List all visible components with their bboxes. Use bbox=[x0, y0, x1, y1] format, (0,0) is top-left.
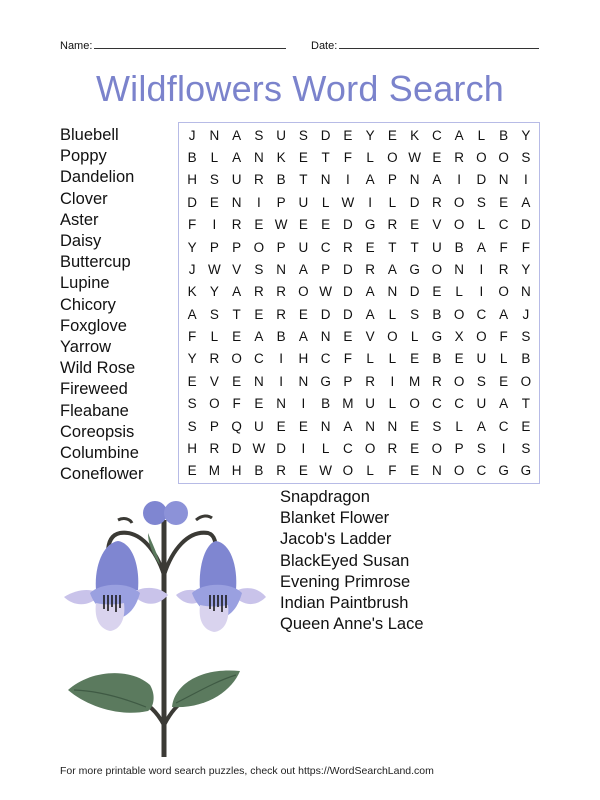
grid-cell: G bbox=[498, 463, 509, 479]
grid-cell: C bbox=[476, 306, 487, 322]
grid-cell: F bbox=[232, 396, 241, 412]
grid-cell: L bbox=[366, 463, 374, 479]
grid-cell: O bbox=[409, 396, 420, 412]
grid-cell: L bbox=[388, 194, 397, 210]
grid-cell: A bbox=[365, 284, 375, 300]
grid-cell: K bbox=[410, 127, 420, 143]
grid-cell: R bbox=[365, 261, 375, 277]
grid-cell: O bbox=[498, 150, 509, 166]
grid-cell: N bbox=[276, 261, 286, 277]
grid-cell: C bbox=[432, 396, 442, 412]
grid-cell: G bbox=[409, 261, 420, 277]
grid-cell: Y bbox=[187, 351, 197, 367]
grid-cell: S bbox=[209, 172, 219, 188]
grid-cell: Q bbox=[231, 418, 242, 434]
grid-cell: L bbox=[210, 329, 219, 345]
grid-cell: I bbox=[212, 217, 217, 233]
grid-cell: I bbox=[256, 194, 261, 210]
grid-cell: A bbox=[365, 172, 375, 188]
grid-cell: E bbox=[298, 306, 308, 322]
grid-cell: I bbox=[345, 172, 350, 188]
grid-cell: L bbox=[499, 351, 508, 367]
word-list-item: Dandelion bbox=[60, 168, 135, 187]
grid-cell: D bbox=[343, 217, 353, 233]
grid-cell: I bbox=[501, 440, 506, 456]
grid-cell: O bbox=[453, 217, 465, 233]
grid-cell: R bbox=[387, 217, 398, 233]
bluebell-flower-illustration bbox=[60, 495, 270, 760]
grid-cell: D bbox=[409, 284, 420, 300]
grid-cell: R bbox=[209, 440, 220, 456]
grid-cell: B bbox=[432, 351, 442, 367]
grid-cell: E bbox=[343, 329, 353, 345]
grid-cell: O bbox=[431, 261, 443, 277]
grid-cell: P bbox=[209, 239, 219, 255]
word-list-item: Snapdragon bbox=[280, 488, 370, 506]
grid-cell: C bbox=[498, 217, 509, 233]
grid-cell: A bbox=[254, 329, 264, 345]
word-list-item: Coreopsis bbox=[60, 422, 135, 441]
grid-cell: O bbox=[476, 329, 487, 345]
grid-cell: Y bbox=[209, 284, 219, 300]
word-list-item: Columbine bbox=[60, 444, 139, 463]
grid-cell: S bbox=[476, 373, 486, 389]
grid-cell: W bbox=[319, 284, 332, 300]
page-title: Wildflowers Word Search bbox=[95, 68, 505, 109]
word-list-item: Queen Anne's Lace bbox=[280, 615, 424, 634]
grid-cell: W bbox=[341, 194, 355, 210]
grid-cell: E bbox=[321, 217, 331, 233]
grid-cell: W bbox=[252, 440, 266, 456]
grid-cell: N bbox=[365, 418, 375, 434]
grid-cell: B bbox=[454, 239, 464, 255]
grid-cell: S bbox=[521, 329, 531, 345]
grid-cell: L bbox=[210, 150, 219, 166]
grid-cell: S bbox=[521, 440, 531, 456]
grid-cell: A bbox=[232, 127, 242, 143]
word-list-item: Aster bbox=[60, 210, 99, 229]
grid-cell: F bbox=[388, 463, 397, 479]
footer-text: For more printable word search puzzles, check out https://WordSearchLand.com bbox=[60, 765, 434, 777]
grid-cell: I bbox=[390, 373, 395, 389]
word-list-item: Yarrow bbox=[60, 338, 112, 357]
word-list-item: BlackEyed Susan bbox=[280, 551, 410, 570]
grid-cell: O bbox=[364, 440, 376, 456]
grid-cell: M bbox=[208, 463, 220, 479]
grid-cell: E bbox=[410, 440, 420, 456]
grid-cell: R bbox=[276, 284, 286, 300]
grid-cell: E bbox=[410, 418, 420, 434]
grid-cell: R bbox=[209, 351, 220, 367]
grid-cell: D bbox=[343, 261, 353, 277]
grid-cell: A bbox=[476, 239, 486, 255]
grid-cell: H bbox=[187, 172, 197, 188]
grid-cell: L bbox=[410, 329, 419, 345]
grid-cell: S bbox=[254, 127, 264, 143]
grid-cell: L bbox=[477, 217, 486, 233]
grid-cell: S bbox=[254, 261, 264, 277]
grid-cell: G bbox=[320, 373, 331, 389]
grid-cell: R bbox=[343, 239, 353, 255]
word-list-item: Buttercup bbox=[60, 253, 131, 272]
grid-cell: N bbox=[409, 172, 420, 188]
grid-cell: C bbox=[454, 396, 464, 412]
grid-cell: E bbox=[432, 284, 442, 300]
grid-cell: N bbox=[387, 284, 398, 300]
grid-cell: B bbox=[187, 150, 197, 166]
grid-cell: T bbox=[521, 396, 530, 412]
grid-cell: N bbox=[209, 127, 220, 143]
name-field[interactable] bbox=[60, 38, 286, 52]
grid-cell: E bbox=[232, 373, 242, 389]
grid-cell: N bbox=[454, 261, 464, 277]
grid-cell: I bbox=[301, 396, 306, 412]
grid-cell: P bbox=[343, 373, 353, 389]
grid-cell: P bbox=[454, 440, 464, 456]
grid-cell: N bbox=[432, 463, 442, 479]
grid-cell: U bbox=[298, 194, 309, 210]
grid-cell: G bbox=[520, 463, 532, 479]
grid-cell: A bbox=[232, 150, 242, 166]
grid-cell: L bbox=[388, 351, 397, 367]
grid-cell: I bbox=[368, 194, 372, 210]
grid-cell: M bbox=[342, 396, 354, 412]
grid-cell: S bbox=[209, 306, 219, 322]
grid-cell: F bbox=[343, 150, 352, 166]
grid-cell: E bbox=[187, 463, 197, 479]
grid-cell: O bbox=[209, 396, 220, 412]
date-label: Date: bbox=[311, 40, 338, 52]
grid-cell: D bbox=[476, 172, 487, 188]
grid-cell: N bbox=[320, 329, 331, 345]
grid-cell: B bbox=[499, 127, 509, 143]
grid-cell: I bbox=[457, 172, 461, 188]
grid-cell: O bbox=[342, 463, 354, 479]
grid-cell: E bbox=[432, 150, 442, 166]
grid-cell: X bbox=[454, 329, 464, 345]
grid-cell: P bbox=[387, 172, 397, 188]
grid-cell: K bbox=[187, 284, 197, 300]
grid-cell: E bbox=[410, 217, 420, 233]
grid-cell: D bbox=[343, 306, 353, 322]
grid-cell: L bbox=[388, 306, 397, 322]
word-list-item: Bluebell bbox=[60, 126, 119, 144]
grid-cell: C bbox=[498, 418, 509, 434]
word-list-item: Lupine bbox=[60, 274, 110, 293]
word-list-item: Indian Paintbrush bbox=[280, 594, 409, 613]
grid-cell: E bbox=[298, 463, 308, 479]
grid-cell: N bbox=[498, 172, 509, 188]
grid-cell: C bbox=[254, 351, 264, 367]
grid-cell: O bbox=[387, 150, 398, 166]
word-list-item: Fireweed bbox=[60, 380, 128, 399]
grid-cell: D bbox=[231, 440, 242, 456]
grid-cell: O bbox=[498, 284, 509, 300]
grid-cell: D bbox=[343, 284, 353, 300]
grid-cell: A bbox=[187, 306, 197, 322]
grid-cell: R bbox=[254, 284, 264, 300]
grid-cell: O bbox=[453, 463, 465, 479]
date-field[interactable] bbox=[311, 38, 539, 52]
grid-cell: I bbox=[479, 284, 484, 300]
name-line[interactable] bbox=[94, 38, 286, 49]
grid-cell: L bbox=[388, 396, 397, 412]
grid-cell: P bbox=[321, 261, 331, 277]
grid-cell: T bbox=[410, 239, 419, 255]
grid-cell: E bbox=[454, 351, 464, 367]
grid-cell: O bbox=[431, 440, 443, 456]
word-list-left bbox=[60, 125, 143, 485]
grid-cell: A bbox=[365, 306, 375, 322]
grid-cell: C bbox=[476, 463, 487, 479]
grid-cell: F bbox=[188, 217, 197, 233]
grid-cell: H bbox=[187, 440, 197, 456]
grid-cell: C bbox=[432, 127, 442, 143]
grid-cell: P bbox=[232, 239, 242, 255]
grid-cell: E bbox=[209, 194, 219, 210]
grid-cell: Y bbox=[521, 127, 531, 143]
grid-cell: O bbox=[476, 150, 487, 166]
grid-cell: F bbox=[521, 239, 530, 255]
grid-cell: O bbox=[298, 284, 309, 300]
word-list-item: Coneflower bbox=[60, 465, 144, 484]
grid-cell: F bbox=[188, 329, 197, 345]
grid-cell: U bbox=[476, 351, 487, 367]
grid-cell: B bbox=[432, 306, 442, 322]
grid-cell: E bbox=[343, 127, 353, 143]
grid-cell: F bbox=[499, 329, 508, 345]
grid-cell: V bbox=[209, 373, 219, 389]
grid-cell: D bbox=[320, 306, 331, 322]
grid-cell: O bbox=[231, 351, 242, 367]
grid-cell: H bbox=[231, 463, 242, 479]
grid-cell: Y bbox=[365, 127, 375, 143]
word-list-item: Clover bbox=[60, 189, 108, 208]
grid-cell: E bbox=[298, 150, 308, 166]
grid-cell: S bbox=[298, 127, 308, 143]
grid-cell: E bbox=[298, 217, 308, 233]
grid-cell: I bbox=[279, 351, 283, 367]
grid-cell: A bbox=[387, 261, 397, 277]
grid-cell: I bbox=[523, 172, 528, 188]
grid-cell: B bbox=[276, 172, 286, 188]
grid-cell: N bbox=[298, 373, 309, 389]
grid-cell: L bbox=[321, 194, 330, 210]
grid-cell: A bbox=[454, 127, 464, 143]
grid-cell: E bbox=[521, 418, 531, 434]
grid-cell: C bbox=[343, 440, 353, 456]
grid-cell: U bbox=[432, 239, 442, 255]
grid-cell: S bbox=[476, 194, 486, 210]
grid-cell: L bbox=[366, 351, 374, 367]
word-list-item: Poppy bbox=[60, 147, 107, 166]
grid-cell: A bbox=[232, 284, 242, 300]
grid-cell: P bbox=[209, 418, 219, 434]
grid-cell: N bbox=[521, 284, 531, 300]
grid-cell: E bbox=[254, 396, 264, 412]
grid-cell: T bbox=[321, 150, 330, 166]
grid-cell: A bbox=[521, 194, 531, 210]
grid-cell: A bbox=[499, 306, 509, 322]
word-list-item: Daisy bbox=[60, 232, 102, 251]
grid-cell: B bbox=[254, 463, 264, 479]
word-list-item: Fleabane bbox=[60, 401, 129, 420]
grid-cell: T bbox=[299, 172, 308, 188]
grid-cell: N bbox=[320, 418, 331, 434]
grid-cell: A bbox=[298, 329, 308, 345]
grid-cell: R bbox=[432, 194, 442, 210]
grid-cell: S bbox=[187, 396, 197, 412]
word-list-item: Wild Rose bbox=[60, 359, 136, 378]
grid-cell: R bbox=[432, 373, 442, 389]
grid-cell: L bbox=[321, 440, 330, 456]
grid-cell: E bbox=[499, 194, 509, 210]
grid-cell: R bbox=[276, 306, 286, 322]
grid-cell: G bbox=[364, 217, 376, 233]
grid-cell: S bbox=[521, 150, 531, 166]
grid-cell: E bbox=[276, 418, 286, 434]
grid-cell: W bbox=[408, 150, 421, 166]
grid-cell: V bbox=[365, 329, 375, 345]
grid-cell: L bbox=[455, 284, 463, 300]
grid-cell: D bbox=[409, 194, 420, 210]
grid-cell: D bbox=[276, 440, 286, 456]
grid-cell: R bbox=[276, 463, 286, 479]
grid-cell: D bbox=[521, 217, 531, 233]
grid-cell: L bbox=[366, 150, 374, 166]
grid-cell: L bbox=[455, 418, 463, 434]
grid-cell: O bbox=[520, 373, 532, 389]
grid-cell: O bbox=[253, 239, 265, 255]
grid-cell: S bbox=[432, 418, 442, 434]
grid-cell: N bbox=[387, 418, 398, 434]
grid-cell: D bbox=[187, 194, 197, 210]
grid-cell: B bbox=[276, 329, 286, 345]
grid-cell: E bbox=[387, 127, 397, 143]
grid-cell: W bbox=[274, 217, 288, 233]
grid-cell: U bbox=[231, 172, 242, 188]
grid-cell: B bbox=[521, 351, 531, 367]
grid-cell: O bbox=[453, 194, 465, 210]
grid-cell: C bbox=[320, 351, 331, 367]
grid-cell: N bbox=[320, 172, 331, 188]
grid-cell: R bbox=[387, 440, 398, 456]
grid-cell: U bbox=[298, 239, 309, 255]
grid-cell: C bbox=[320, 239, 331, 255]
grid-cell: R bbox=[454, 150, 464, 166]
grid-cell: S bbox=[187, 418, 197, 434]
grid-cell: W bbox=[208, 261, 221, 277]
word-list-item: Blanket Flower bbox=[280, 509, 390, 528]
grid-cell: S bbox=[476, 440, 486, 456]
word-list-right bbox=[280, 487, 424, 635]
grid-cell: N bbox=[254, 150, 264, 166]
word-list-item: Chicory bbox=[60, 295, 116, 314]
grid-cell: I bbox=[301, 440, 306, 456]
grid-cell: M bbox=[409, 373, 421, 389]
grid-cell: A bbox=[476, 418, 486, 434]
grid-cell: I bbox=[279, 373, 283, 389]
grid-cell: E bbox=[410, 463, 420, 479]
grid-cell: E bbox=[254, 217, 264, 233]
grid-cell: E bbox=[365, 239, 375, 255]
grid-cell: E bbox=[410, 351, 420, 367]
grid-cell: N bbox=[231, 194, 242, 210]
grid-cell: O bbox=[453, 306, 465, 322]
grid-cell: K bbox=[276, 150, 286, 166]
grid-cell: T bbox=[232, 306, 241, 322]
grid-cell: I bbox=[479, 261, 484, 277]
name-label: Name: bbox=[60, 40, 93, 52]
grid-cell: U bbox=[276, 127, 286, 143]
grid-cell: P bbox=[276, 194, 286, 210]
grid-cell: A bbox=[298, 261, 308, 277]
grid-cell: E bbox=[499, 373, 509, 389]
grid-cell: J bbox=[522, 306, 530, 322]
grid-cell: J bbox=[188, 127, 196, 143]
word-list-item: Foxglove bbox=[60, 316, 127, 335]
grid-cell: N bbox=[276, 396, 286, 412]
grid-cell: D bbox=[320, 127, 331, 143]
grid-cell: F bbox=[343, 351, 352, 367]
grid-cell: R bbox=[365, 373, 375, 389]
grid-cell: R bbox=[498, 261, 509, 277]
grid-cell: O bbox=[387, 329, 398, 345]
grid-cell: R bbox=[254, 172, 264, 188]
grid-cell: N bbox=[254, 373, 264, 389]
grid-cell: S bbox=[410, 306, 420, 322]
grid-cell: Y bbox=[187, 239, 197, 255]
grid-cell: V bbox=[232, 261, 242, 277]
grid-cell: O bbox=[453, 373, 465, 389]
grid-cell: J bbox=[188, 261, 196, 277]
grid-cell: F bbox=[499, 239, 508, 255]
grid-cell: A bbox=[499, 396, 509, 412]
grid-cell: P bbox=[276, 239, 286, 255]
grid-cell: E bbox=[187, 373, 197, 389]
grid-cell: E bbox=[298, 418, 308, 434]
grid-cell: Y bbox=[521, 261, 531, 277]
grid-cell: U bbox=[365, 396, 375, 412]
grid-cell: G bbox=[431, 329, 443, 345]
grid-cell: E bbox=[254, 306, 264, 322]
grid-cell: H bbox=[298, 351, 309, 367]
word-search-grid bbox=[178, 122, 540, 484]
word-list-item: Jacob's Ladder bbox=[280, 530, 392, 549]
grid-cell: L bbox=[477, 127, 486, 143]
grid-cell: U bbox=[254, 418, 264, 434]
grid-cell: B bbox=[321, 396, 331, 412]
date-line[interactable] bbox=[339, 38, 539, 49]
grid-cell: A bbox=[343, 418, 353, 434]
grid-cell: R bbox=[231, 217, 242, 233]
grid-cell: V bbox=[432, 217, 442, 233]
grid-cell: U bbox=[476, 396, 487, 412]
word-list-item: Evening Primrose bbox=[280, 572, 411, 591]
grid-cell: A bbox=[432, 172, 442, 188]
grid-cell: T bbox=[388, 239, 397, 255]
grid-cell: W bbox=[319, 463, 332, 479]
grid-cell: E bbox=[232, 329, 242, 345]
